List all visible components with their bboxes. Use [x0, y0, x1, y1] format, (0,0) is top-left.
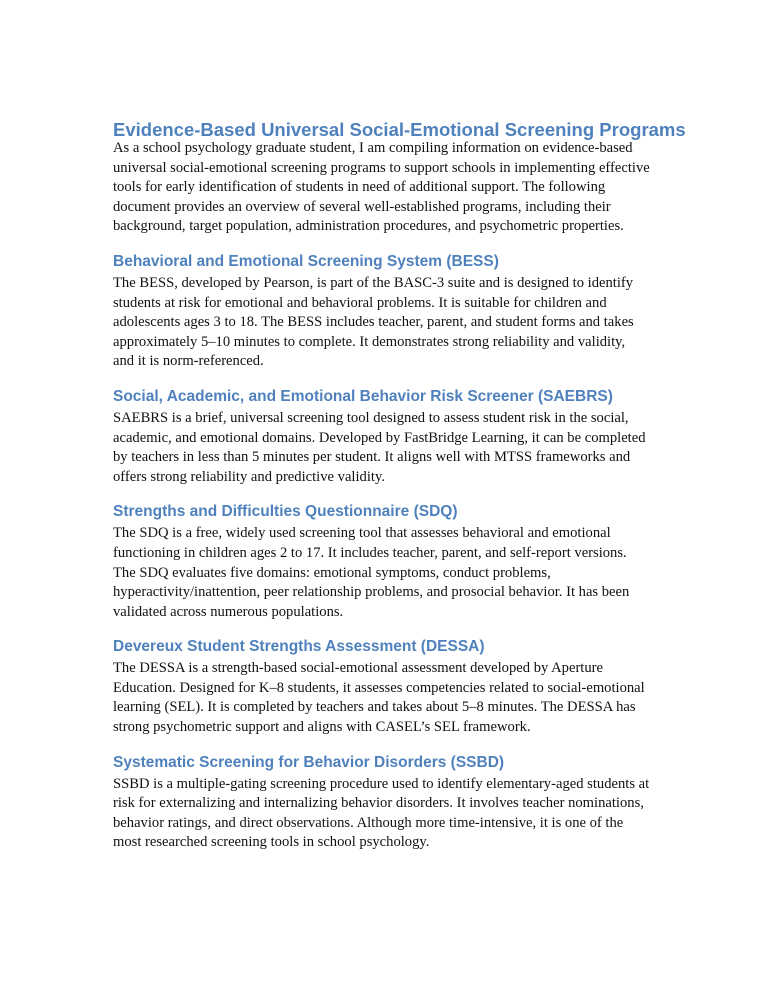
text-line: by teachers in less than 5 minutes per student. It aligns well with MTSS frameworks and [113, 449, 631, 466]
section [113, 251, 673, 372]
section-heading: Devereux Student Strengths Assessment (DESSA) [113, 638, 485, 656]
section-heading: Strengths and Difficulties Questionnaire (SDQ) [113, 503, 458, 521]
section-paragraph [113, 274, 673, 372]
text-line: learning (SEL). It is completed by teachers and takes about 5–8 minutes. The DESSA has [113, 699, 636, 716]
section-heading: Social, Academic, and Emotional Behavior Risk Screener (SAEBRS) [113, 387, 613, 405]
section-paragraph [113, 775, 673, 853]
text-line: offers strong reliability and predictive validity. [113, 468, 385, 485]
text-line: SSBD is a multiple-gating screening procedure used to identify elementary-aged students at [113, 775, 650, 792]
document-title: Evidence-Based Universal Social-Emotional Screening Programs [113, 119, 686, 140]
section [113, 752, 673, 853]
section [113, 636, 673, 737]
text-line: functioning in children ages 2 to 17. It includes teacher, parent, and self-report versions. [113, 544, 627, 561]
text-line: behavior ratings, and direct observations. Although more time-intensive, it is one of the [113, 814, 624, 831]
text-line: academic, and emotional domains. Developed by FastBridge Learning, it can be completed [113, 429, 646, 446]
text-line: The SDQ is a free, widely used screening tool that assesses behavioral and emotional [113, 525, 611, 542]
text-line: The BESS, developed by Pearson, is part of the BASC-3 suite and is designed to identify [113, 274, 634, 291]
section-heading: Systematic Screening for Behavior Disorders (SSBD) [113, 753, 505, 771]
section-paragraph [113, 409, 673, 487]
text-line: The SDQ evaluates five domains: emotional symptoms, conduct problems, [113, 564, 551, 581]
text-line: most researched screening tools in school psychology. [113, 834, 430, 851]
text-line: tools for early identification of students in need of additional support. The following [113, 179, 606, 196]
text-line: As a school psychology graduate student, I am compiling information on evidence-based [113, 140, 633, 156]
text-line: and it is norm-referenced. [113, 353, 264, 370]
section-paragraph [113, 659, 673, 737]
text-line: background, target population, administration procedures, and psychometric properties. [113, 218, 624, 235]
text-line: The DESSA is a strength-based social-emotional assessment developed by Aperture [113, 660, 603, 677]
text-line: students at risk for emotional and behavioral problems. It is suitable for children and [113, 294, 607, 311]
sections [113, 251, 673, 853]
text-line: document provides an overview of several well-established programs, including their [113, 198, 611, 215]
text-line: adolescents ages 3 to 18. The BESS includes teacher, parent, and student forms and takes [113, 314, 634, 331]
text-line: approximately 5–10 minutes to complete. It demonstrates strong reliability and validity, [113, 333, 626, 350]
section [113, 386, 673, 487]
section [113, 501, 673, 622]
intro-paragraph [113, 139, 673, 237]
section-heading: Behavioral and Emotional Screening System (BESS) [113, 252, 499, 270]
text-line: strong psychometric support and aligns with CASEL’s SEL framework. [113, 719, 531, 736]
text-line: risk for externalizing and internalizing behavior disorders. It involves teacher nominations, [113, 795, 644, 812]
document-page [113, 119, 686, 853]
text-line: universal social-emotional screening programs to support schools in implementing effective [113, 159, 650, 176]
section-paragraph [113, 524, 673, 622]
text-line: hyperactivity/inattention, peer relationship problems, and prosocial behavior. It has been [113, 584, 630, 601]
text-line: SAEBRS is a brief, universal screening tool designed to assess student risk in the social, [113, 409, 629, 426]
text-line: Education. Designed for K–8 students, it assesses competencies related to social-emotional [113, 679, 645, 696]
text-line: validated across numerous populations. [113, 603, 344, 620]
